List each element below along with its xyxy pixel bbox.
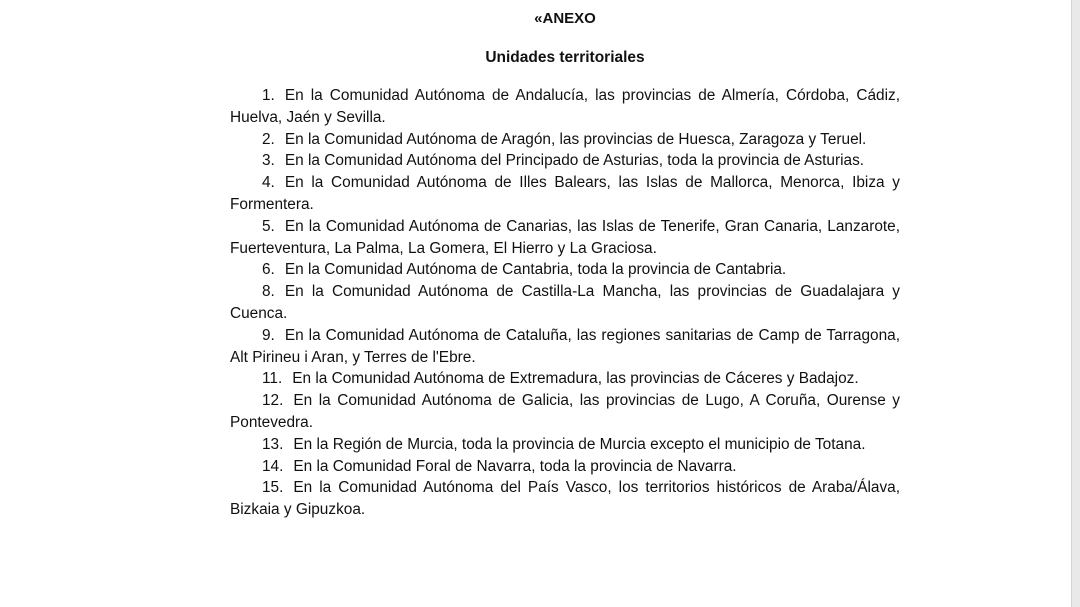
list-item xyxy=(230,456,900,478)
item-number: 11. xyxy=(262,370,283,388)
item-text: En la Comunidad Autónoma del Principado de Asturias, toda la provincia de Asturias. xyxy=(284,152,865,170)
item-text: En la Comunidad Foral de Navarra, toda la provincia de Navarra. xyxy=(293,457,737,475)
list-item xyxy=(230,150,900,172)
item-number: 2. xyxy=(262,130,275,148)
item-number: 5. xyxy=(262,217,275,235)
item-text: En la Comunidad Autónoma de Illes Balears, las Islas de Mallorca, Menorca, Ibiza y Formentera. xyxy=(230,174,900,213)
item-number: 9. xyxy=(262,326,275,344)
territorial-units-list xyxy=(230,85,900,521)
list-item xyxy=(230,85,900,129)
list-item xyxy=(230,172,900,216)
item-text: En la Comunidad Autónoma del País Vasco, los territorios históricos de Araba/Álava, Bizkaia y Gipuzkoa. xyxy=(230,479,900,519)
item-number: 15. xyxy=(262,479,284,497)
item-text: En la Comunidad Autónoma de Cataluña, las regiones sanitarias de Camp de Tarragona, Alt Pirineu i Aran, y Terres de l'Ebre. xyxy=(230,326,900,366)
list-item xyxy=(230,325,900,369)
item-number: 6. xyxy=(262,261,275,279)
item-text: En la Comunidad Autónoma de Galicia, las provincias de Lugo, A Coruña, Ourense y Pontevedra. xyxy=(230,392,900,431)
list-item xyxy=(230,390,900,434)
list-item xyxy=(230,368,900,390)
item-number: 4. xyxy=(262,174,275,192)
annex-heading: «ANEXO xyxy=(534,10,596,27)
item-text: En la Comunidad Autónoma de Aragón, las provincias de Huesca, Zaragoza y Teruel. xyxy=(284,130,867,148)
item-number: 1. xyxy=(262,87,275,104)
item-text: En la Comunidad Autónoma de Andalucía, las provincias de Almería, Córdoba, Cádiz, Huelva, Jaén y Sevilla. xyxy=(230,87,900,126)
item-text: En la Comunidad Autónoma de Castilla-La Mancha, las provincias de Guadalajara y Cuenca. xyxy=(230,283,900,322)
item-text: En la Comunidad Autónoma de Canarias, las Islas de Tenerife, Gran Canaria, Lanzarote, Fuerteventura, La Palma, La Gomera, El Hierro y La Graciosa. xyxy=(230,217,900,257)
item-number: 8. xyxy=(262,283,275,301)
item-text: En la Comunidad Autónoma de Extremadura, las provincias de Cáceres y Badajoz. xyxy=(292,370,859,388)
section-subtitle: Unidades territoriales xyxy=(485,49,645,66)
item-text: En la Comunidad Autónoma de Cantabria, toda la provincia de Cantabria. xyxy=(284,261,787,279)
list-item xyxy=(230,129,900,151)
list-item xyxy=(230,477,900,521)
list-item xyxy=(230,434,900,456)
item-text: En la Región de Murcia, toda la provincia de Murcia excepto el municipio de Totana. xyxy=(293,435,866,453)
list-item xyxy=(230,216,900,260)
vertical-scrollbar[interactable] xyxy=(1071,0,1080,607)
item-number: 13. xyxy=(262,435,284,453)
list-item xyxy=(230,281,900,325)
item-number: 12. xyxy=(262,392,284,410)
list-item xyxy=(230,259,900,281)
item-number: 14. xyxy=(262,457,284,475)
item-number: 3. xyxy=(262,152,275,170)
